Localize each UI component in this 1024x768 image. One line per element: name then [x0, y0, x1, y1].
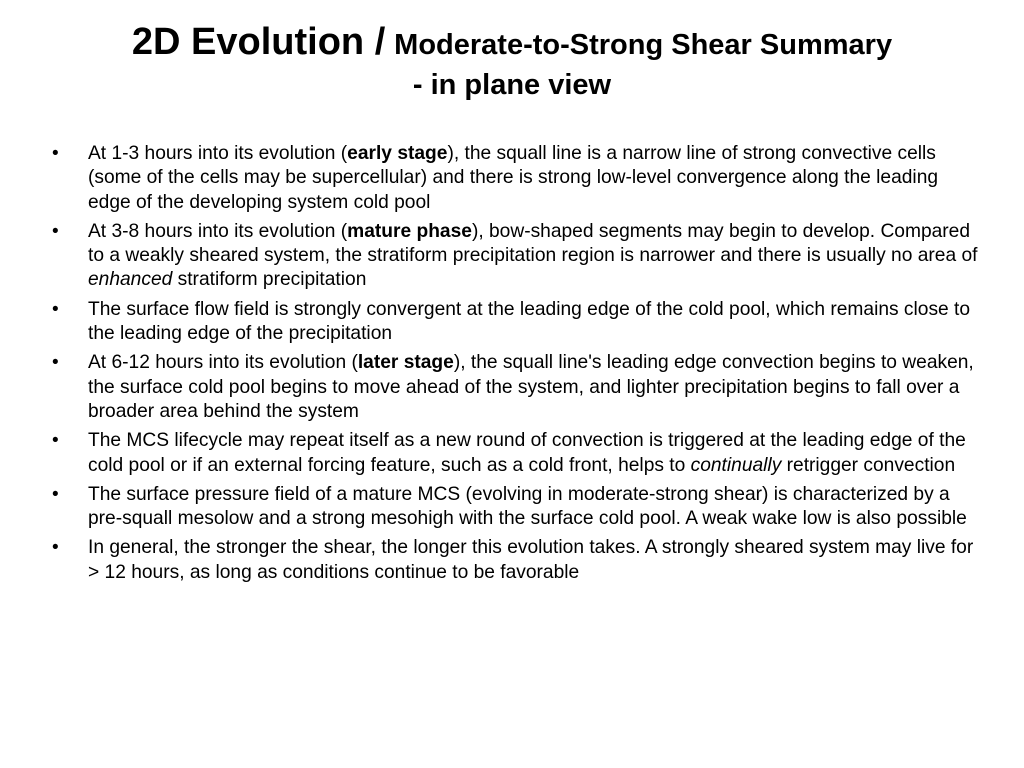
bullet-item-6: [44, 483, 984, 532]
bullet-text: The MCS lifecycle may repeat itself as a new round of convection is triggered at the leading edge of the cold pool or if an external forcing feature, such as a cold front, helps to: [88, 430, 966, 476]
bullet-item-4: [44, 351, 984, 424]
bullet-item-2: [44, 220, 984, 293]
bullet-dot-icon: •: [52, 430, 59, 452]
bullet-bold-text: early stage: [347, 143, 448, 164]
bullet-text: At 1-3 hours into its evolution (: [88, 143, 348, 164]
title-line-2: - in plane view: [412, 68, 612, 101]
bullet-bold-text: mature phase: [347, 220, 472, 242]
bullet-text: At 3-8 hours into its evolution (: [88, 220, 348, 242]
bullet-list: [44, 142, 984, 590]
bullet-text: stratiform precipitation: [172, 269, 367, 291]
bullet-dot-icon: •: [52, 537, 59, 559]
bullet-italic-text: enhanced: [88, 269, 173, 291]
bullet-text: The surface flow field is strongly convergent at the leading edge of the cold pool, which remains close to the leading edge of the precipitation: [88, 298, 971, 345]
bullet-bold-text: later stage: [357, 352, 454, 374]
bullet-text: The surface pressure field of a mature MCS (evolving in moderate-strong shear) is characterized by a pre-squall mesolow and a strong mesohigh with the surface cold pool. A weak wake low is also possible: [88, 483, 967, 530]
bullet-item-7: [44, 536, 984, 585]
bullet-text: In general, the stronger the shear, the longer this evolution takes. A strongly sheared system may live for > 12 hours, as long as conditions continue to be favorable: [88, 537, 974, 583]
bullet-text: At 6-12 hours into its evolution (: [88, 352, 358, 374]
bullet-text: ), the squall line's leading edge convection begins to weaken, the surface cold pool begins to move ahead of the system, and lighter precipitation begins to fall over a broader area behind the system: [88, 352, 974, 422]
bullet-italic-text: continually: [690, 454, 782, 476]
bullet-text: ), the squall line is a narrow line of strong convective cells (some of the cells may be supercellular) and there is strong low-level convergence along the leading edge of the developing system cold pool: [88, 143, 939, 213]
bullet-dot-icon: •: [52, 483, 59, 505]
bullet-dot-icon: •: [52, 220, 59, 242]
title-subtitle: Moderate-to-Strong Shear Summary: [394, 29, 893, 61]
bullet-item-5: [44, 429, 984, 478]
bullet-item-3: [44, 298, 984, 347]
bullet-dot-icon: •: [52, 143, 59, 164]
bullet-item-1: [44, 142, 984, 215]
bullet-dot-icon: •: [52, 298, 59, 320]
bullet-text: ), bow-shaped segments may begin to develop. Compared to a weakly sheared system, the stratiform precipitation region is narrower and there is usually no area of: [88, 220, 978, 267]
bullet-text: retrigger convection: [781, 454, 956, 476]
bullet-dot-icon: •: [52, 352, 59, 374]
slide-title: [40, 20, 984, 102]
title-main: 2D Evolution /: [131, 21, 386, 63]
